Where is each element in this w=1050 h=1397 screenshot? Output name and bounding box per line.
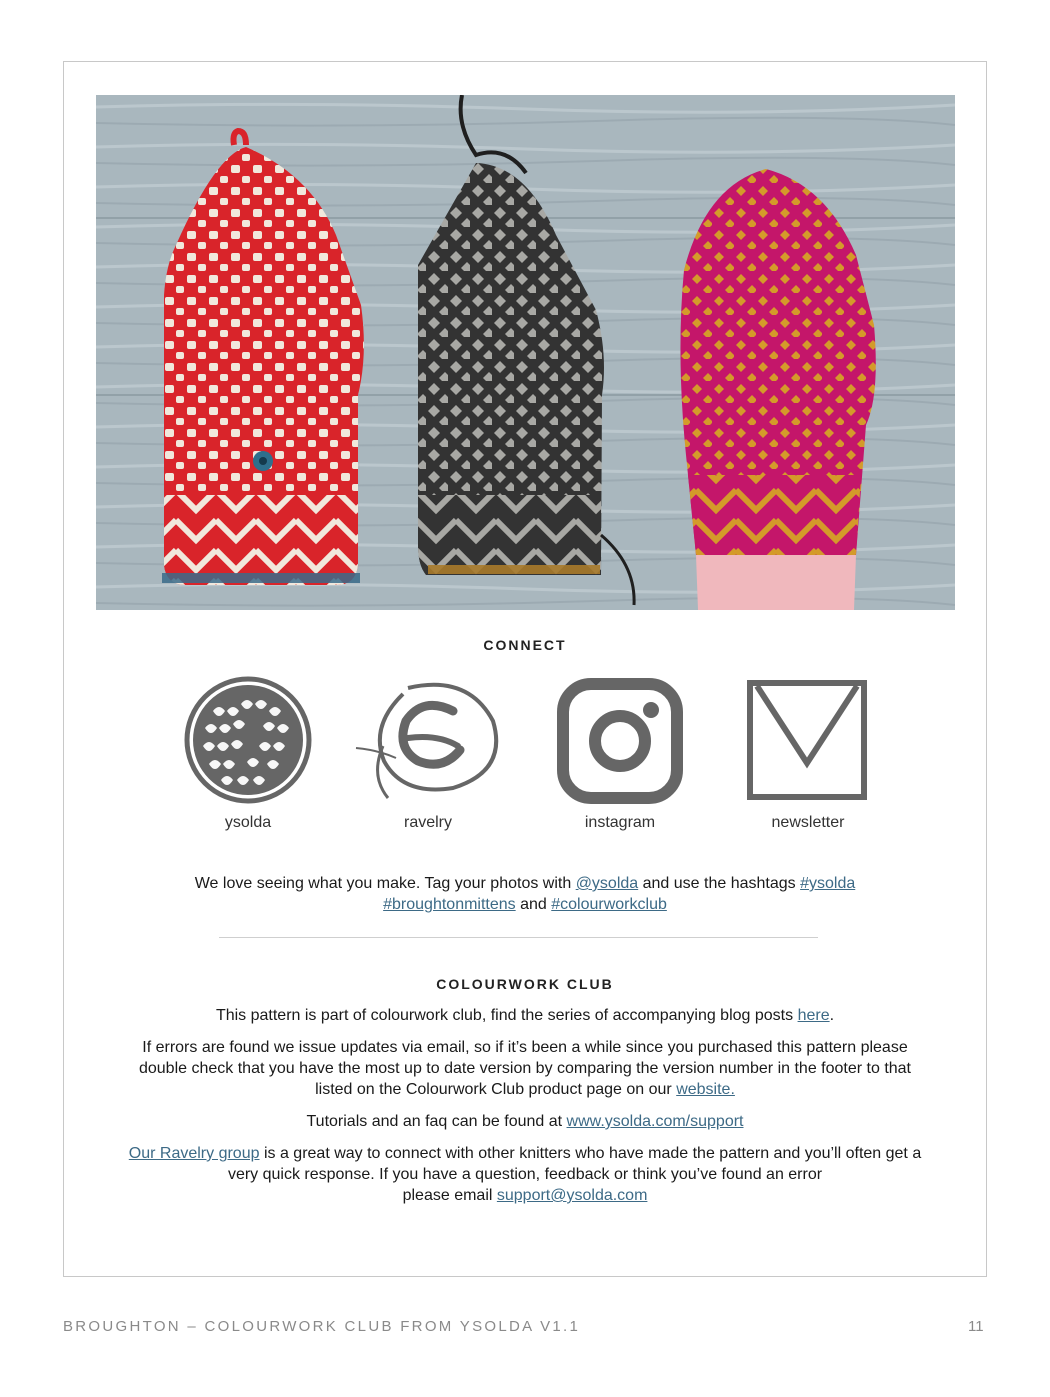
- newsletter-link[interactable]: [728, 676, 888, 832]
- envelope-icon: [743, 676, 873, 806]
- website-link[interactable]: website.: [676, 1081, 735, 1098]
- support-url-link[interactable]: www.ysolda.com/support: [566, 1113, 744, 1130]
- ysolda-knit-logo-icon: [183, 676, 313, 806]
- mittens-photo: [96, 95, 955, 610]
- instagram-label: instagram: [584, 814, 656, 831]
- ravelry-logo-icon: [348, 676, 508, 806]
- support-email-link[interactable]: support@ysolda.com: [496, 1187, 648, 1204]
- colourwork-club-heading: COLOURWORK CLUB: [436, 976, 614, 992]
- ysolda-link[interactable]: [168, 676, 328, 832]
- ravelry-link[interactable]: [348, 676, 508, 832]
- updates-paragraph: If errors are found we issue updates via email, so if it’s been a while since you purchased this pattern please double check that you have the most up to date version by comparing the version number in the footer to that listed on the Colourwork Club product page on our website.: [138, 1039, 911, 1098]
- ravelry-group-paragraph: Our Ravelry group is a great way to connect with other knitters who have made the pattern and you’ll often get a very quick response. If you have a question, feedback or think you’ve found an error please email support@ysolda.com: [128, 1145, 922, 1204]
- tutorials-paragraph: Tutorials and an faq can be found at www.ysolda.com/support: [306, 1113, 744, 1130]
- instagram-link[interactable]: [540, 676, 700, 832]
- hashtag-colourworkclub-link[interactable]: #colourworkclub: [551, 896, 667, 913]
- blog-posts-link[interactable]: here: [797, 1007, 830, 1024]
- page-number: 11: [968, 1318, 984, 1335]
- section-divider: [219, 937, 818, 938]
- hashtag-broughtonmittens-link[interactable]: #broughtonmittens: [383, 896, 516, 913]
- ravelry-label: ravelry: [403, 814, 452, 831]
- club-intro-paragraph: This pattern is part of colourwork club, find the series of accompanying blog posts here.: [215, 1007, 835, 1024]
- ysolda-label: ysolda: [224, 814, 272, 831]
- hashtag-ysolda-link[interactable]: #ysolda: [800, 875, 856, 892]
- instagram-icon: [555, 676, 685, 806]
- newsletter-label: newsletter: [771, 814, 845, 831]
- ravelry-group-link[interactable]: Our Ravelry group: [128, 1145, 260, 1162]
- tag-paragraph: We love seeing what you make. Tag your photos with @ysolda and use the hashtags #ysolda #broughtonmittens and #colourworkclub: [194, 875, 856, 913]
- social-icons: [0, 676, 1050, 836]
- connect-heading: CONNECT: [483, 637, 567, 653]
- ysolda-handle-link[interactable]: @ysolda: [575, 875, 639, 892]
- footer-title: BROUGHTON – COLOURWORK CLUB FROM YSOLDA V1.1: [63, 1318, 581, 1335]
